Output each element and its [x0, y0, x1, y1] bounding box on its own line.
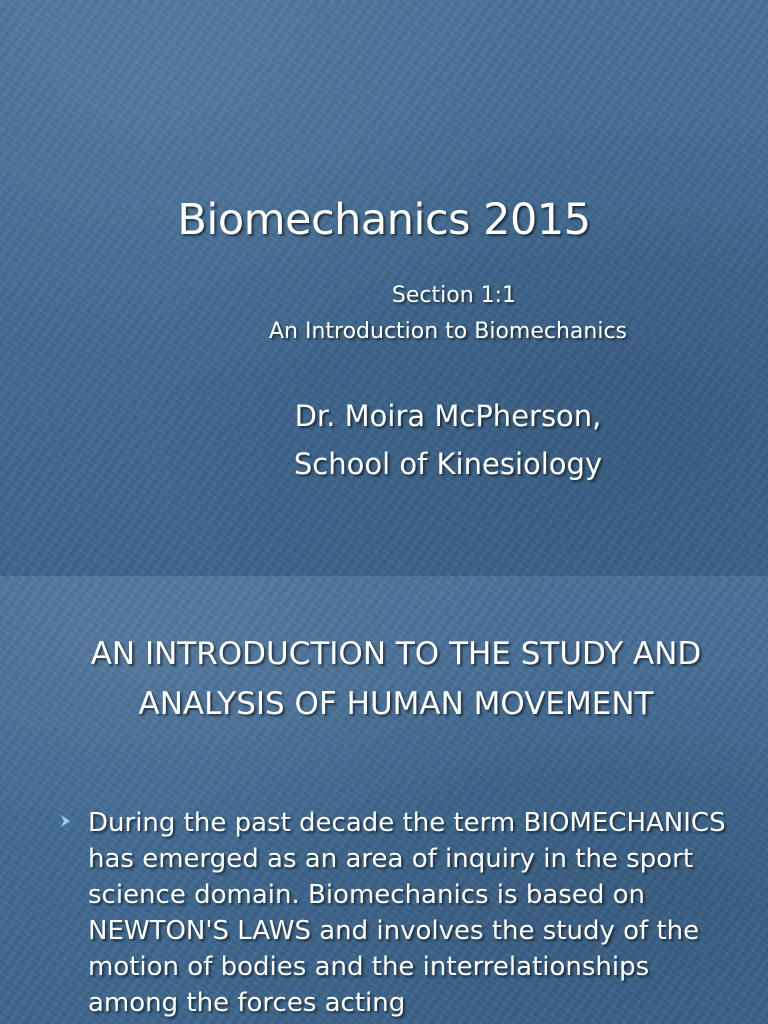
slide-heading-line-1: AN INTRODUCTION TO THE STUDY AND: [90, 636, 702, 672]
author-name: Dr. Moira McPherson,: [294, 399, 602, 433]
author-school: School of Kinesiology: [293, 447, 603, 481]
slide-heading: [0, 629, 768, 729]
section-number: Section 1:1: [391, 283, 517, 308]
slide-subtitle: An Introduction to Biomechanics: [268, 319, 628, 344]
content-slide: [0, 576, 768, 1024]
chevron-right-icon: [60, 814, 72, 828]
slide-heading-line-2: ANALYSIS OF HUMAN MOVEMENT: [138, 686, 654, 722]
bullet-text: During the past decade the term BIOMECHANICS has emerged as an area of inquiry in the sport science domain. Biomechanics is based on NEWTON'S LAWS and involves the study of the motion of bodies and the interrelationships among the forces acting: [88, 808, 726, 1018]
slide-title: Biomechanics 2015: [177, 195, 591, 245]
